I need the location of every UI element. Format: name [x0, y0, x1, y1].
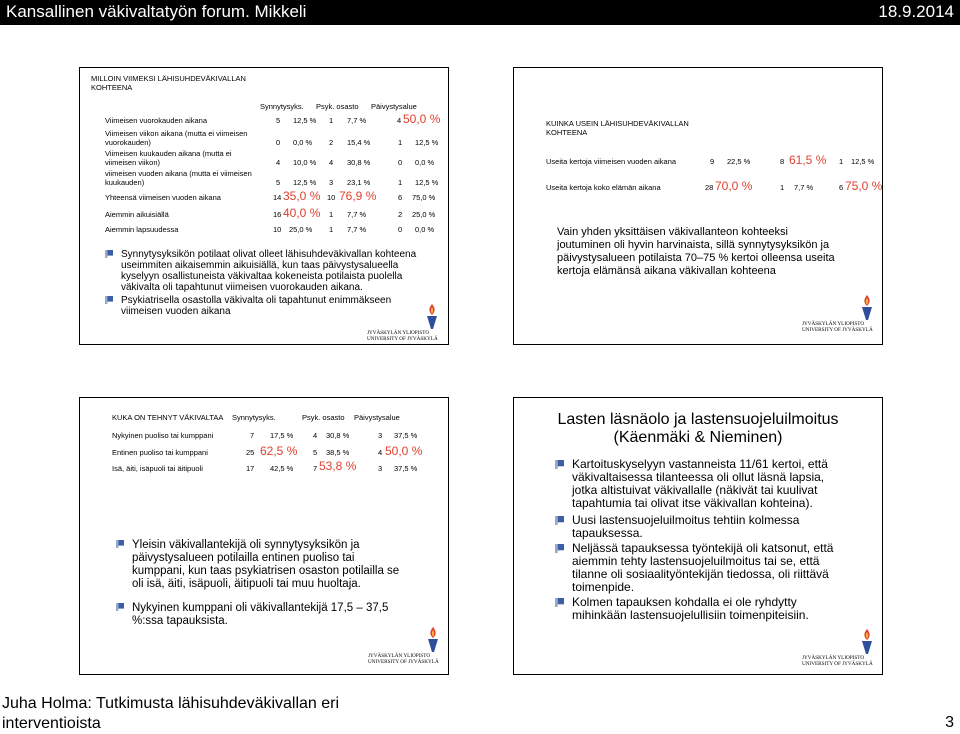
slide1-bullet: [121, 249, 441, 293]
row-p2-highlight: 76,9 %: [339, 189, 377, 203]
row-n1: 28: [705, 183, 714, 192]
page-number: 3: [945, 714, 954, 731]
bullet-line: aiemmin tehty lastensuojeluilmoitus tai se, että: [572, 554, 820, 568]
row-n2: 7: [313, 464, 318, 473]
page-header: [0, 0, 960, 25]
university-logo: [802, 628, 877, 666]
row-p2: 7,7 %: [347, 116, 367, 125]
row-p3: 0,0 %: [415, 158, 435, 167]
university-logo: [367, 303, 442, 341]
row-p2: 7,7 %: [347, 225, 367, 234]
slide1-col-paivystys: Päivystysalue: [371, 102, 417, 111]
bullet-line: oli isä, äiti, isäpuoli, äitipuoli tai muu huoltaja.: [132, 578, 361, 590]
header-date: 18.9.2014: [878, 2, 954, 21]
slide-how-often: [513, 67, 883, 345]
bullet-line: Uusi lastensuojeluilmoitus tehtiin kolmessa: [572, 513, 800, 527]
logo-line1: JYVÄSKYLÄN YLIOPISTO: [367, 330, 430, 336]
bullet-line: Synnytysyksikön potilaat olivat olleet lähisuhdeväkivallan kohteena: [121, 249, 417, 260]
row-p1: 25,0 %: [289, 225, 313, 234]
slide2-text: [557, 226, 877, 278]
slide3-col-paivystys: Päivystysalue: [354, 413, 400, 422]
row-p3-highlight: 75,0 %: [845, 179, 883, 193]
row-label: Isä, äiti, isäpuoli tai äitipuoli: [112, 464, 203, 473]
row-n3: 3: [378, 431, 383, 440]
row-n3: 1: [398, 138, 403, 147]
bullet-line: tapahtumia tai olivat itse väkivallan kohteina).: [572, 496, 813, 510]
bullet-line: jotka altistuivat väkivallalle (näkivät tai kuulivat: [572, 483, 818, 497]
page-footer: [2, 694, 339, 734]
bullet-line: Psykiatrisella osastolla väkivalta oli tapahtunut enimmäkseen: [121, 295, 392, 306]
row-p3: 37,5 %: [394, 464, 418, 473]
slide3-col-psyk: Psyk. osasto: [302, 413, 345, 422]
slide-who-perpetrator: [79, 397, 449, 675]
text-line: joutuminen oli hyvin harvinaista, sillä synnytysyksikön ja: [557, 239, 830, 251]
row-n1: 10: [273, 225, 282, 234]
flag-bullet-icon: [555, 516, 564, 525]
slide1-col-psyk: Psyk. osasto: [316, 102, 359, 111]
row-n1: 16: [273, 210, 282, 219]
row-p3: 37,5 %: [394, 431, 418, 440]
bullet-line: useimmiten aikaisemmin aikuisiällä, kun taas päivystysalueella: [121, 260, 399, 271]
row-p3: 75,0 %: [412, 193, 436, 202]
slide-when-last: [79, 67, 449, 345]
row-n2: 8: [780, 157, 785, 166]
bullet-line: Kolmen tapauksen kohdalla ei ole ryhdytty: [572, 595, 797, 609]
row-p3-highlight: 50,0 %: [403, 112, 441, 126]
logo-line2: UNIVERSITY OF JYVÄSKYLÄ: [367, 336, 438, 342]
row-p1-highlight: 70,0 %: [715, 179, 753, 193]
row-p1: 42,5 %: [270, 464, 294, 473]
torch-logo-icon: [859, 294, 875, 322]
slide3-col-synnytys: Synnytysyks.: [232, 413, 276, 422]
row-n1: 9: [710, 157, 715, 166]
row-label-cont: kuukauden): [105, 178, 145, 187]
slide3-bullet: [132, 602, 432, 628]
row-n1: 14: [273, 193, 282, 202]
flag-bullet-icon: [116, 603, 124, 611]
row-n3: 4: [397, 116, 402, 125]
bullet-line: väkivalta oli tapahtunut viimeisen vuorokauden aikana.: [121, 282, 363, 293]
row-n1: 0: [276, 138, 281, 147]
row-p1: 12,5 %: [293, 178, 317, 187]
logo-line2: UNIVERSITY OF JYVÄSKYLÄ: [802, 327, 873, 333]
row-p2: 38,5 %: [326, 448, 350, 457]
row-n3: 2: [398, 210, 403, 219]
university-logo: [802, 294, 877, 332]
row-p2: 23,1 %: [347, 178, 371, 187]
row-label-cont: viimeisen viikon): [105, 158, 161, 167]
bullet-line: tapauksessa.: [572, 526, 643, 540]
row-p1: 22,5 %: [727, 157, 751, 166]
row-n1: 17: [246, 464, 255, 473]
title-line: (Käenmäki & Nieminen): [613, 429, 783, 446]
slide1-title-line1: MILLOIN VIIMEKSI LÄHISUHDEVÄKIVALLAN: [91, 74, 246, 83]
slide1-title-line2: KOHTEENA: [91, 83, 133, 92]
flag-bullet-icon: [555, 460, 564, 469]
title-line: Lasten läsnäolo ja lastensuojeluilmoitus: [557, 411, 839, 428]
row-n2: 1: [329, 116, 334, 125]
row-n1: 4: [276, 158, 281, 167]
row-p1: 0,0 %: [293, 138, 313, 147]
footer-line1: Juha Holma: Tutkimusta lähisuhdeväkivallan eri: [2, 695, 340, 712]
bullet-line: Yleisin väkivallantekijä oli synnytysyksikön ja: [132, 539, 360, 551]
row-p3: 0,0 %: [415, 225, 435, 234]
row-p1-highlight: 35,0 %: [283, 189, 321, 203]
row-label: Viimeisen vuorokauden aikana: [105, 116, 208, 125]
university-logo: [368, 626, 443, 664]
row-p2: 15,4 %: [347, 138, 371, 147]
row-label: Useita kertoja viimeisen vuoden aikana: [546, 157, 677, 166]
row-label: Yhteensä viimeisen vuoden aikana: [105, 193, 221, 202]
row-n2: 4: [329, 158, 334, 167]
row-n2: 1: [329, 210, 334, 219]
torch-logo-icon: [424, 303, 440, 331]
slide4-title: [514, 411, 882, 447]
slide4-bullet: [572, 542, 872, 594]
slide3-bullet: [132, 539, 432, 591]
row-n3: 0: [398, 225, 403, 234]
row-n2: 10: [327, 193, 336, 202]
header-title: Kansallinen väkivaltatyön forum. Mikkeli: [6, 2, 307, 21]
bullet-line: mihinkään lastensuojelullisiin toimenpiteisiin.: [572, 608, 809, 622]
row-label: Entinen puoliso tai kumppani: [112, 448, 208, 457]
row-p1-highlight: 40,0 %: [283, 206, 321, 220]
slide4-bullet: [572, 514, 872, 540]
row-p1-highlight: 62,5 %: [260, 444, 298, 458]
row-n1: 5: [276, 116, 281, 125]
row-p3-highlight: 50,0 %: [385, 444, 423, 458]
row-n3: 6: [839, 183, 844, 192]
row-n2: 1: [329, 225, 334, 234]
flag-bullet-icon: [116, 540, 124, 548]
slide3-header-who: KUKA ON TEHNYT VÄKIVALTAA: [112, 413, 224, 422]
row-p2-highlight: 53,8 %: [319, 459, 357, 473]
bullet-line: kumppani, kun taas psykiatrisen osaston potilailla se: [132, 565, 400, 577]
flag-bullet-icon: [555, 544, 564, 553]
row-n2: 1: [780, 183, 785, 192]
logo-line1: JYVÄSKYLÄN YLIOPISTO: [802, 321, 865, 327]
row-p2: 30,8 %: [347, 158, 371, 167]
slide2-title-line1: KUINKA USEIN LÄHISUHDEVÄKIVALLAN: [546, 119, 689, 128]
row-n3: 4: [378, 448, 383, 457]
row-n3: 1: [839, 157, 844, 166]
bullet-line: päivystysalueen potilailla entinen puoliso tai: [132, 552, 355, 564]
row-label: Aiemmin lapsuudessa: [105, 225, 179, 234]
row-p1: 17,5 %: [270, 431, 294, 440]
row-label: viimeisen vuoden aikana (mutta ei viimeisen: [105, 169, 252, 178]
row-n3: 3: [378, 464, 383, 473]
bullet-line: viimeisen vuoden aikana: [121, 306, 231, 317]
row-label-cont: vuorokauden): [105, 138, 151, 147]
logo-line2: UNIVERSITY OF JYVÄSKYLÄ: [802, 661, 873, 667]
footer-line2: interventioista: [2, 715, 101, 732]
row-n2: 4: [313, 431, 318, 440]
bullet-line: toimenpide.: [572, 580, 635, 594]
text-line: kertoja elämänsä aikana väkivallan kohteena: [557, 265, 776, 277]
row-p3: 12,5 %: [415, 178, 439, 187]
row-n1: 7: [250, 431, 255, 440]
logo-line1: JYVÄSKYLÄN YLIOPISTO: [368, 653, 431, 659]
row-p2: 7,7 %: [347, 210, 367, 219]
slide4-bullet: [572, 596, 872, 622]
bullet-line: Kartoituskyselyyn vastanneista 11/61 kertoi, että: [572, 457, 828, 471]
row-p2: 7,7 %: [794, 183, 814, 192]
row-p1: 10,0 %: [293, 158, 317, 167]
bullet-line: Nykyinen kumppani oli väkivallantekijä 17,5 – 37,5: [132, 602, 389, 614]
row-n2: 3: [329, 178, 334, 187]
slide4-bullet: [572, 458, 872, 510]
row-p2-highlight: 61,5 %: [789, 153, 827, 167]
row-label: Viimeisen kuukauden aikana (mutta ei: [105, 149, 232, 158]
text-line: Vain yhden yksittäisen väkivallanteon kohteeksi: [557, 226, 788, 238]
row-p2: 30,8 %: [326, 431, 350, 440]
row-n3: 0: [398, 158, 403, 167]
row-n2: 2: [329, 138, 334, 147]
torch-logo-icon: [425, 626, 441, 654]
row-p1: 12,5 %: [293, 116, 317, 125]
row-p3: 12,5 %: [851, 157, 875, 166]
torch-logo-icon: [859, 628, 875, 656]
bullet-line: Neljässä tapauksessa työntekijä oli katsonut, että: [572, 541, 834, 555]
slide2-title-line2: KOHTEENA: [546, 128, 588, 137]
row-p3: 12,5 %: [415, 138, 439, 147]
row-label: Nykyinen puoliso tai kumppani: [112, 431, 214, 440]
flag-bullet-icon: [105, 296, 113, 304]
logo-line2: UNIVERSITY OF JYVÄSKYLÄ: [368, 659, 439, 665]
slide1-col-synnytys: Synnytysyks.: [260, 102, 304, 111]
bullet-line: kyselyyn osallistuneista väkivaltaa kokeneista potilaista puolella: [121, 271, 403, 282]
bullet-line: väkivaltaisessa tilanteessa oli ollut läsnä lapsia,: [572, 470, 825, 484]
row-label: Aiemmin aikuisiällä: [105, 210, 169, 219]
bullet-line: tilanne oli sosiaalityöntekijän tiedossa, oli riittävä: [572, 567, 829, 581]
slide-children-presence: [513, 397, 883, 675]
row-n3: 6: [398, 193, 403, 202]
flag-bullet-icon: [105, 250, 113, 258]
row-label: Useita kertoja koko elämän aikana: [546, 183, 661, 192]
row-n3: 1: [398, 178, 403, 187]
bullet-line: %:ssa tapauksista.: [132, 615, 228, 627]
text-line: päivystysalueen potilaista 70–75 % kertoi olleensa useita: [557, 252, 835, 264]
row-label: Viimeisen viikon aikana (mutta ei viimeisen: [105, 129, 248, 138]
row-n1: 5: [276, 178, 281, 187]
flag-bullet-icon: [555, 598, 564, 607]
row-n1: 25: [246, 448, 255, 457]
logo-line1: JYVÄSKYLÄN YLIOPISTO: [802, 655, 865, 661]
row-n2: 5: [313, 448, 318, 457]
row-p3: 25,0 %: [412, 210, 436, 219]
